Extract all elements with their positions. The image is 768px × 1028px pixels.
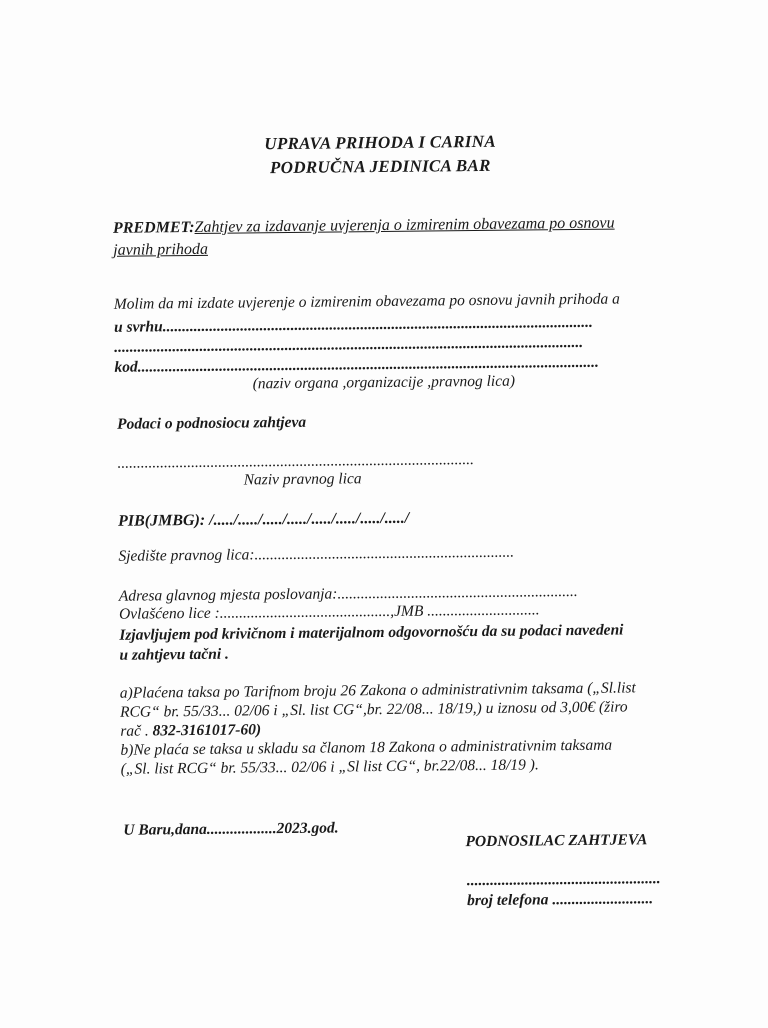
tax-account-prefix: rač . <box>120 722 149 740</box>
subject-line-1 <box>113 215 615 238</box>
applicant-signature-label: PODNOSILAC ZAHTJEVA <box>465 831 648 851</box>
phone-number: broj telefona .......................... <box>466 890 654 910</box>
applicant-pib: PIB(JMBG): /...../...../...../...../...../...../...../...../ <box>117 509 410 530</box>
header-unit: PODRUČNA JEDINICA BAR <box>269 155 491 178</box>
declaration-line-1: Izjavljujem pod krivičnom i materijalnom odgovornošću da su podaci navedeni <box>119 621 624 644</box>
applicant-authorized: Ovlašćeno lice :............................................,JMB ............................. <box>118 601 540 623</box>
request-purpose: u svrhu............................................................................................................... <box>113 313 593 336</box>
applicant-seat: Sjedište pravnog lica:................................................................... <box>118 543 515 565</box>
tax-account-number: 832-3161017-60) <box>152 721 262 740</box>
tax-a-line-3 <box>120 721 261 740</box>
tax-b-line-1: b)Ne plaća se taksa u skladu sa članom 18 Zakona o administrativnim taksama <box>120 736 613 759</box>
request-kod: kod....................................................................................................................... <box>114 353 599 376</box>
request-kod-hint: (naziv organa ,organizacije ,pravnog lica) <box>252 372 516 393</box>
request-intro: Molim da mi izdate uvjerenje o izmirenim obavezama po osnovu javnih prihoda a <box>113 290 620 313</box>
tax-a-line-2: RCG“ br. 55/33... 02/06 i „Sl. list CG“,br. 22/08... 18/19,) u iznosu od 3,00€ (žiro <box>119 698 628 721</box>
declaration-line-2: u zahtjevu tačni . <box>119 645 229 664</box>
signature-dots: .................................................. <box>466 870 661 890</box>
request-dots: ......................................................................................................................... <box>114 333 584 356</box>
applicant-heading: Podaci o podnosiocu zahtjeva <box>116 413 307 433</box>
place-date: U Baru,dana..................2023.god. <box>123 819 339 839</box>
tax-a-line-1: a)Plaćena taksa po Tarifnom broju 26 Zakona o administrativnim taksama („Sl.list <box>119 679 636 702</box>
tax-b-line-2: („Sl. list RCG“ br. 55/33... 02/06 i „Sl list CG“, br.22/08... 18/19 ). <box>120 756 539 778</box>
applicant-address: Adresa glavnog mjesta poslovanja:.............................................................. <box>118 582 578 605</box>
subject-line-2: javnih prihoda <box>113 240 209 259</box>
subject-text: Zahtjev za izdavanje uvjerenja o izmirenim obavezama po osnovu <box>194 214 615 236</box>
applicant-name-dots: ............................................................................................ <box>117 451 475 472</box>
applicant-name-label: Naziv pravnog lica <box>243 470 362 489</box>
subject-label: PREDMET: <box>112 218 195 237</box>
header-authority: UPRAVA PRIHODA I CARINA <box>264 131 497 154</box>
